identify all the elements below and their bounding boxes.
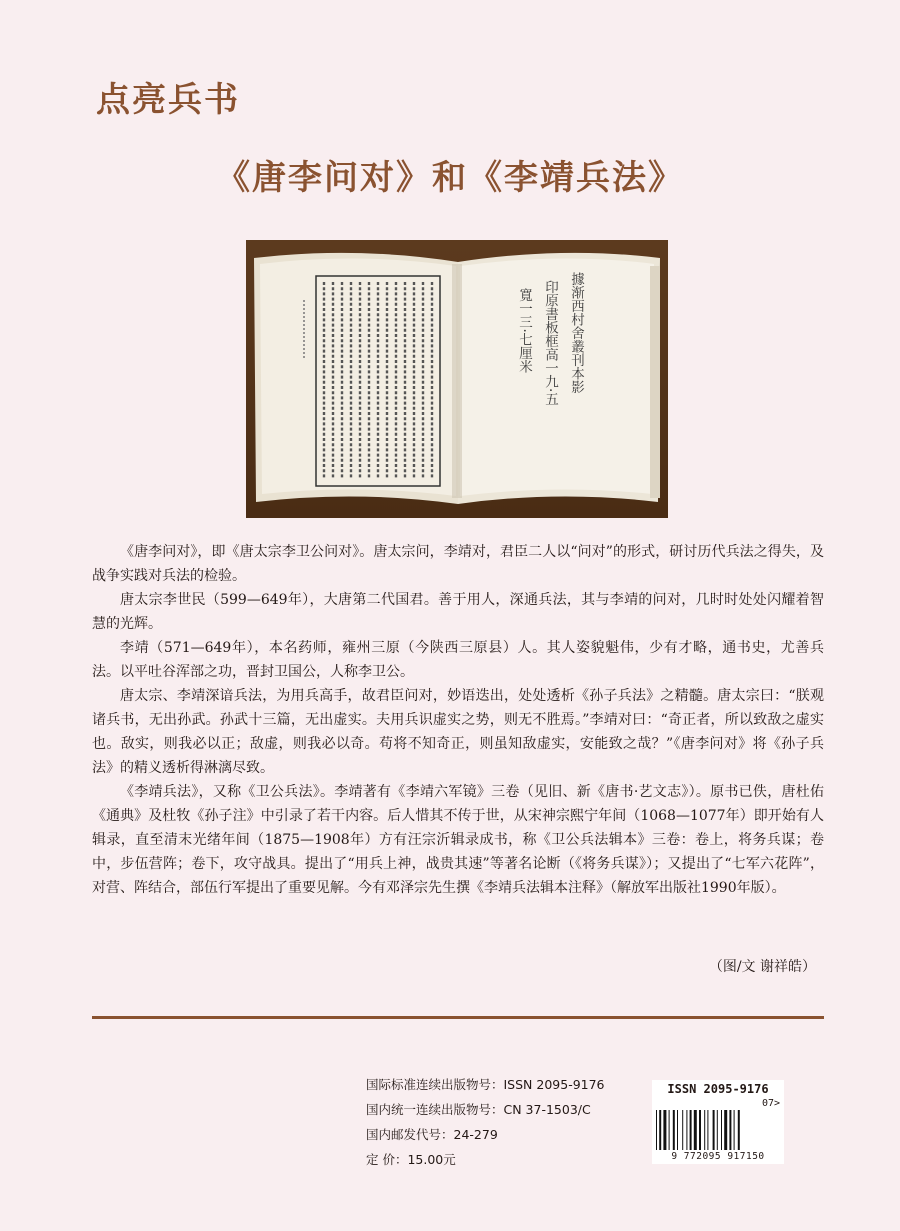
open-book-illustration	[246, 240, 668, 518]
barcode-bar	[656, 1110, 657, 1150]
barcode-bar	[734, 1110, 735, 1150]
barcode-bar	[738, 1110, 740, 1150]
price-line: 定 价：15.00元	[366, 1152, 456, 1167]
article-title: 《唐李问对》和《李靖兵法》	[216, 158, 684, 198]
barcode-bar	[713, 1110, 715, 1150]
barcode-bar	[677, 1110, 678, 1150]
barcode-bar	[729, 1110, 731, 1150]
divider-rule	[92, 1016, 824, 1019]
barcode-issn-text: ISSN 2095-9176	[667, 1082, 769, 1096]
barcode-bar	[669, 1110, 670, 1150]
barcode-bar	[724, 1110, 727, 1150]
section-label: 点亮兵书	[96, 80, 240, 120]
paragraph: 《唐李问对》，即《唐太宗李卫公问对》。唐太宗问，李靖对，君臣二人以“问对”的形式，研讨历代兵法之得失，及战争实践对兵法的检验。	[92, 544, 824, 584]
author-credit: （图/文 谢祥皓）	[708, 959, 816, 975]
barcode-bar	[704, 1110, 705, 1150]
book-photo	[246, 240, 668, 518]
article-body	[92, 540, 824, 900]
barcode-bar	[682, 1110, 683, 1150]
issn-line: 国际标准连续出版物号：ISSN 2095-9176	[366, 1077, 605, 1092]
issn-barcode	[652, 1080, 784, 1164]
barcode-addon: 07>	[761, 1098, 780, 1109]
postal-code-line: 国内邮发代号：24-279	[366, 1127, 498, 1142]
paragraph: 《李靖兵法》，又称《卫公兵法》。李靖著有《李靖六军镜》三卷（见旧、新《唐书·艺文志》）。原书已佚，唐杜佑《通典》及杜牧《孙子注》中引录了若干内容。后人惜其不传于世，从宋神宗熙宁年间（1068—1077年）即开始有人辑录，直至清末光绪年间（1875—1908年）方有汪宗沂辑录成书，称《卫公兵法辑本》三卷：卷上，将务兵谋；卷中，步伍营阵；卷下，攻守战具。提出了“用兵上神，战贵其速”等著名论断（《将务兵谋》）；又提出了“七军六花阵”，对营、阵结合，部伍行军提出了重要见解。今有邓泽宗先生撰《李靖兵法辑本注释》（解放军出版社1990年版）。	[92, 784, 824, 896]
barcode-bar	[673, 1110, 675, 1150]
barcode-bar	[721, 1110, 722, 1150]
barcode-bar	[694, 1110, 697, 1150]
paragraph: 李靖（571—649年），本名药师，雍州三原（今陕西三原县）人。其人姿貌魁伟，少有才略，通书史，尤善兵法。以平吐谷浑部之功，晋封卫国公，人称李卫公。	[92, 640, 824, 680]
publication-info	[366, 1072, 605, 1172]
cn-line: 国内统一连续出版物号：CN 37-1503/C	[366, 1102, 591, 1117]
barcode-bar	[699, 1110, 701, 1150]
barcode-bar	[707, 1110, 708, 1150]
barcode-bar	[686, 1110, 687, 1150]
barcode-bar	[659, 1110, 661, 1150]
barcode-bar	[690, 1110, 692, 1150]
barcode-bar	[663, 1110, 666, 1150]
paragraph: 唐太宗李世民（599—649年），大唐第二代国君。善于用人，深通兵法，其与李靖的问对，几时时处处闪耀着智慧的光辉。	[92, 592, 824, 632]
barcode-number: 9 772095 917150	[671, 1151, 765, 1162]
calligraphy-col1: 據渐西村舍叢刊本影	[568, 272, 584, 394]
barcode-bars-icon	[656, 1110, 758, 1150]
calligraphy-col2: 印原書板框高一九·五	[542, 280, 558, 406]
calligraphy-col3: 寬一三·七厘米	[516, 288, 532, 374]
barcode-bar	[717, 1110, 718, 1150]
paragraph: 唐太宗、李靖深谙兵法，为用兵高手，故君臣问对，妙语迭出，处处透析《孙子兵法》之精髓。唐太宗曰：“朕观诸兵书，无出孙武。孙武十三篇，无出虚实。夫用兵识虚实之势，则无不胜焉。”李靖对曰：“奇正者，所以致敌之虚实也。敌实，则我必以正；敌虚，则我必以奇。苟将不知奇正，则虽知敌虚实，安能致之哉？”《唐李问对》将《孙子兵法》的精义透析得淋漓尽致。	[92, 688, 824, 776]
